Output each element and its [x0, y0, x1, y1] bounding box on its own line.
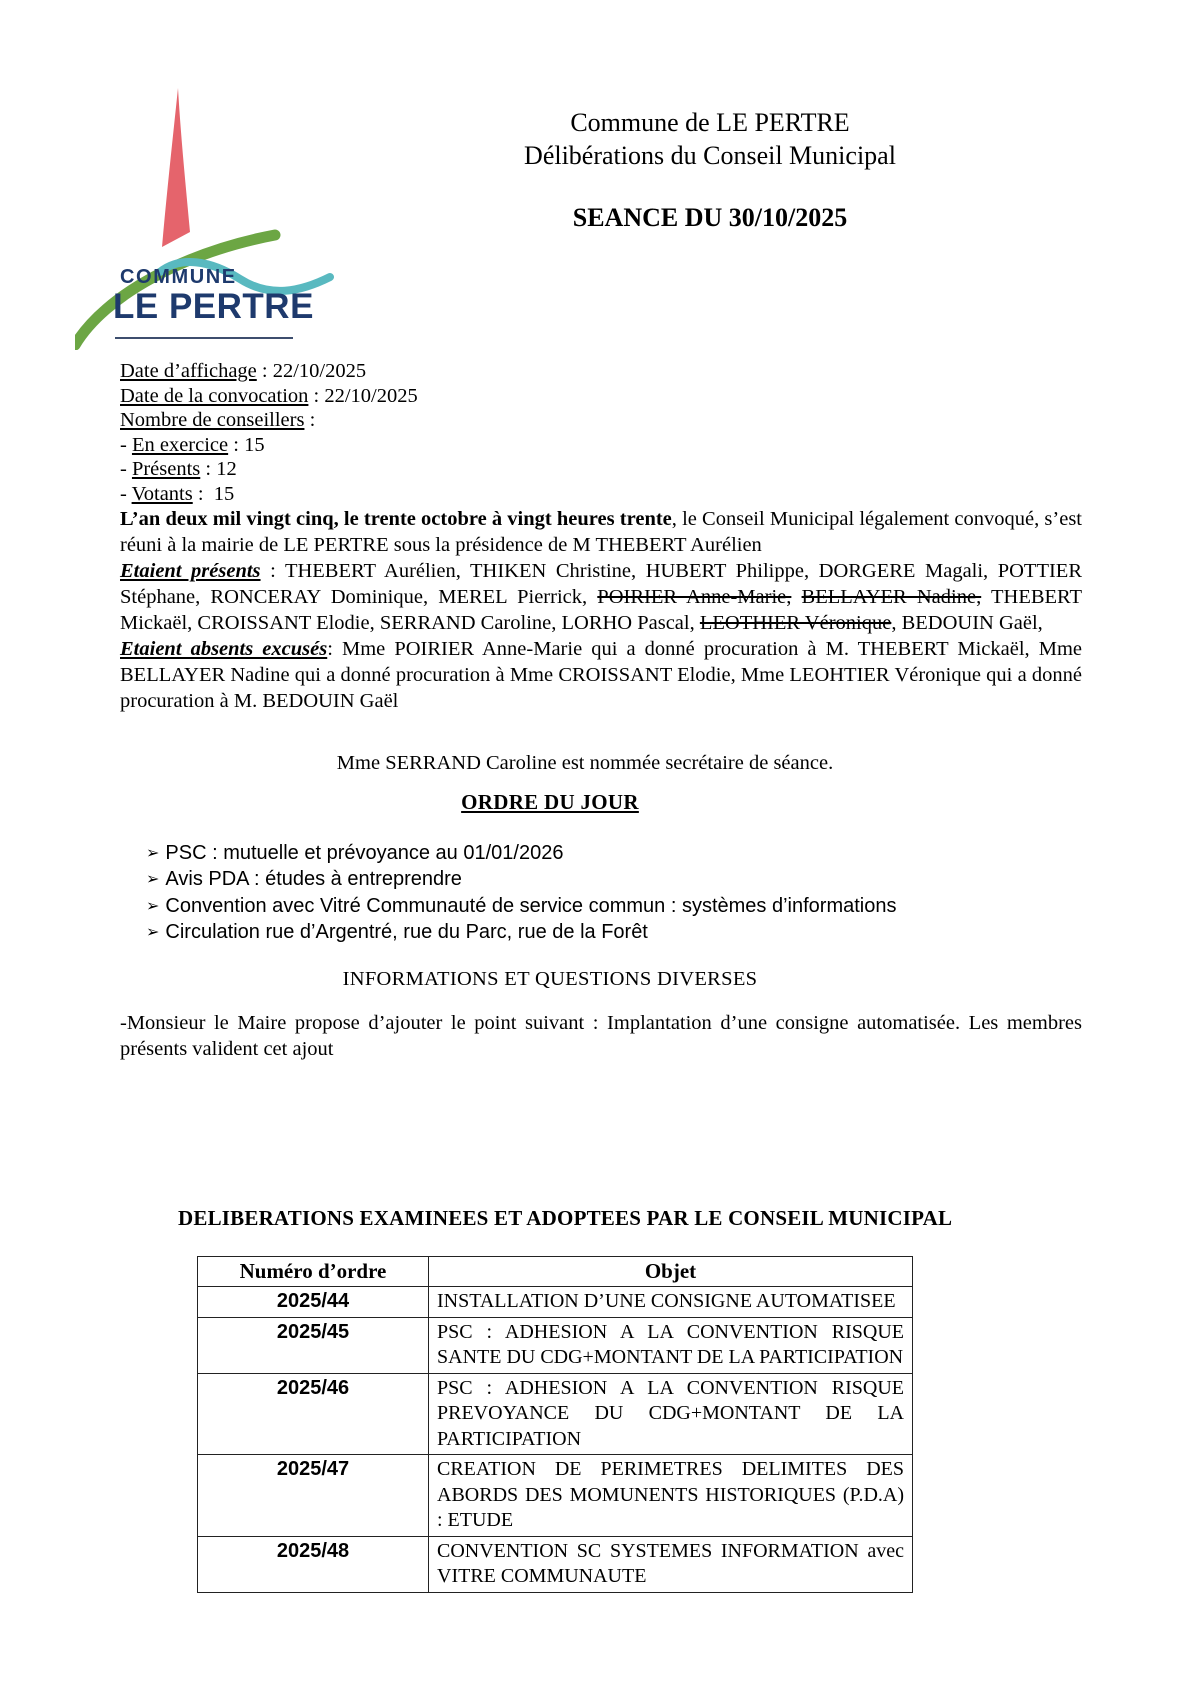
meta-line — [120, 408, 418, 433]
text-segment: THEBERT Mickaël, CROISSANT Elodie, SERRAND Caroline, LORHO Pascal, — [120, 586, 1083, 634]
meta-label: Date de la convocation — [120, 384, 309, 407]
header-deliberations-line: Délibérations du Conseil Municipal — [524, 141, 896, 170]
body-paragraphs — [120, 506, 1082, 714]
agenda-item-label: Convention avec Vitré Communauté de service commun : systèmes d’informations — [165, 894, 897, 917]
logo-underline — [115, 337, 293, 339]
text-segment — [791, 586, 801, 608]
text-segment: , le Conseil Municipal légalement convoqué, s’est réuni à la mairie de LE PERTRE sous la présidence de M THEBERT Aurélien — [120, 508, 1082, 556]
objet-cell: CREATION DE PERIMETRES DELIMITES DES ABORDS DES MOMUNENTS HISTORIQUES (P.D.A) : ETUDE — [429, 1455, 913, 1537]
mayor-note: -Monsieur le Maire propose d’ajouter le point suivant : Implantation d’une consigne automatisée. Les membres présents valident cet ajout — [120, 1012, 1082, 1060]
agenda-list — [146, 840, 896, 945]
meta-line — [120, 457, 418, 482]
spire-icon — [162, 88, 190, 247]
table-row — [198, 1287, 913, 1318]
meta-block — [120, 359, 418, 507]
agenda-item-label: PSC : mutuelle et prévoyance au 01/01/2026 — [165, 842, 564, 864]
meta-label: Votants — [131, 482, 193, 505]
table-row — [198, 1536, 913, 1592]
agenda-item — [146, 866, 896, 892]
meta-line — [120, 359, 418, 384]
text-segment: LEOTHIER Véronique — [699, 612, 892, 634]
meta-label: En exercice — [131, 433, 229, 456]
meta-label: Date d’affichage — [120, 360, 257, 382]
numero-cell: 2025/48 — [198, 1536, 429, 1592]
numero-cell: 2025/44 — [198, 1287, 429, 1318]
numero-cell: 2025/46 — [198, 1373, 429, 1455]
secretary-line: Mme SERRAND Caroline est nommée secrétaire de séance. — [336, 752, 834, 774]
meta-dash: - — [120, 433, 132, 456]
body-paragraph — [120, 636, 1082, 714]
meta-value: : 15 — [192, 482, 235, 505]
text-segment: POIRIER Anne-Marie, — [597, 586, 792, 608]
meta-value: : 22/10/2025 — [256, 360, 367, 382]
objet-cell: PSC : ADHESION A LA CONVENTION RISQUE PREVOYANCE DU CDG+MONTANT DE LA PARTICIPATION — [429, 1373, 913, 1455]
agenda-item — [146, 840, 896, 866]
table-header-numero: Numéro d’ordre — [198, 1257, 429, 1287]
meta-value: : 22/10/2025 — [308, 384, 418, 407]
ordre-du-jour-title: ORDRE DU JOUR — [461, 790, 639, 814]
text-segment: Etaient présents — [120, 560, 261, 582]
meta-line — [120, 482, 418, 507]
agenda-item-label: Avis PDA : études à entreprendre — [165, 868, 462, 891]
body-paragraph — [120, 506, 1082, 558]
objet-cell: CONVENTION SC SYSTEMES INFORMATION avec VITRE COMMUNAUTE — [429, 1536, 913, 1592]
text-segment: : Mme POIRIER Anne-Marie qui a donné procuration à M. THEBERT Mickaël, Mme BELLAYER Nadine qui a donné procuration à Mme CROISSANT Elodie, Mme LEOHTIER Véronique qui a donné procuration à M. BEDOUIN Gaël — [120, 638, 1082, 712]
agenda-arrow-icon: ➢ — [146, 843, 160, 862]
numero-cell: 2025/45 — [198, 1317, 429, 1373]
agenda-item-label: Circulation rue d’Argentré, rue du Parc, rue de la Forêt — [165, 920, 648, 943]
meta-line — [120, 433, 418, 458]
text-segment: : THEBERT Aurélien, THIKEN Christine, HUBERT Philippe, DORGERE Magali, POTTIER Stéphane, RONCERAY Dominique, MEREL Pierrick, — [120, 560, 1082, 608]
agenda-arrow-icon: ➢ — [146, 921, 160, 941]
meta-value: : 12 — [200, 458, 237, 481]
table-header-objet: Objet — [429, 1257, 913, 1287]
session-title: SEANCE DU 30/10/2025 — [572, 203, 848, 232]
meta-dash: - — [120, 482, 132, 505]
deliberations-title: DELIBERATIONS EXAMINEES ET ADOPTEES PAR LE CONSEIL MUNICIPAL — [178, 1206, 953, 1230]
meta-label: Nombre de conseillers — [120, 409, 305, 432]
text-segment: L’an deux mil vingt cinq, le trente octobre à vingt heures trente — [120, 508, 672, 530]
logo-name-text: LE PERTRE — [113, 287, 314, 326]
meta-line — [120, 384, 418, 409]
table-row — [198, 1455, 913, 1537]
meta-dash: - — [120, 458, 132, 481]
objet-cell: INSTALLATION D’UNE CONSIGNE AUTOMATISEE — [429, 1287, 913, 1318]
body-paragraph — [120, 558, 1082, 636]
agenda-item — [146, 893, 896, 919]
table-row — [198, 1317, 913, 1373]
agenda-item — [146, 919, 896, 945]
logo-commune-text: COMMUNE — [120, 266, 237, 288]
numero-cell: 2025/47 — [198, 1455, 429, 1537]
text-segment: , BEDOUIN Gaël, — [891, 612, 1043, 634]
text-segment: Etaient absents excusés — [120, 638, 328, 660]
table-row — [198, 1373, 913, 1455]
meta-value: : 15 — [228, 433, 265, 456]
deliberations-table — [197, 1256, 913, 1593]
agenda-arrow-icon: ➢ — [146, 895, 160, 915]
meta-value: : — [304, 409, 316, 432]
objet-cell: PSC : ADHESION A LA CONVENTION RISQUE SANTE DU CDG+MONTANT DE LA PARTICIPATION — [429, 1317, 913, 1373]
meta-label: Présents — [131, 458, 201, 481]
document-header — [410, 106, 1010, 234]
text-segment: BELLAYER Nadine, — [801, 586, 982, 608]
agenda-arrow-icon: ➢ — [146, 869, 160, 889]
table-header-row — [198, 1257, 913, 1287]
header-commune-line: Commune de LE PERTRE — [570, 108, 850, 137]
informations-title: INFORMATIONS ET QUESTIONS DIVERSES — [342, 968, 758, 990]
